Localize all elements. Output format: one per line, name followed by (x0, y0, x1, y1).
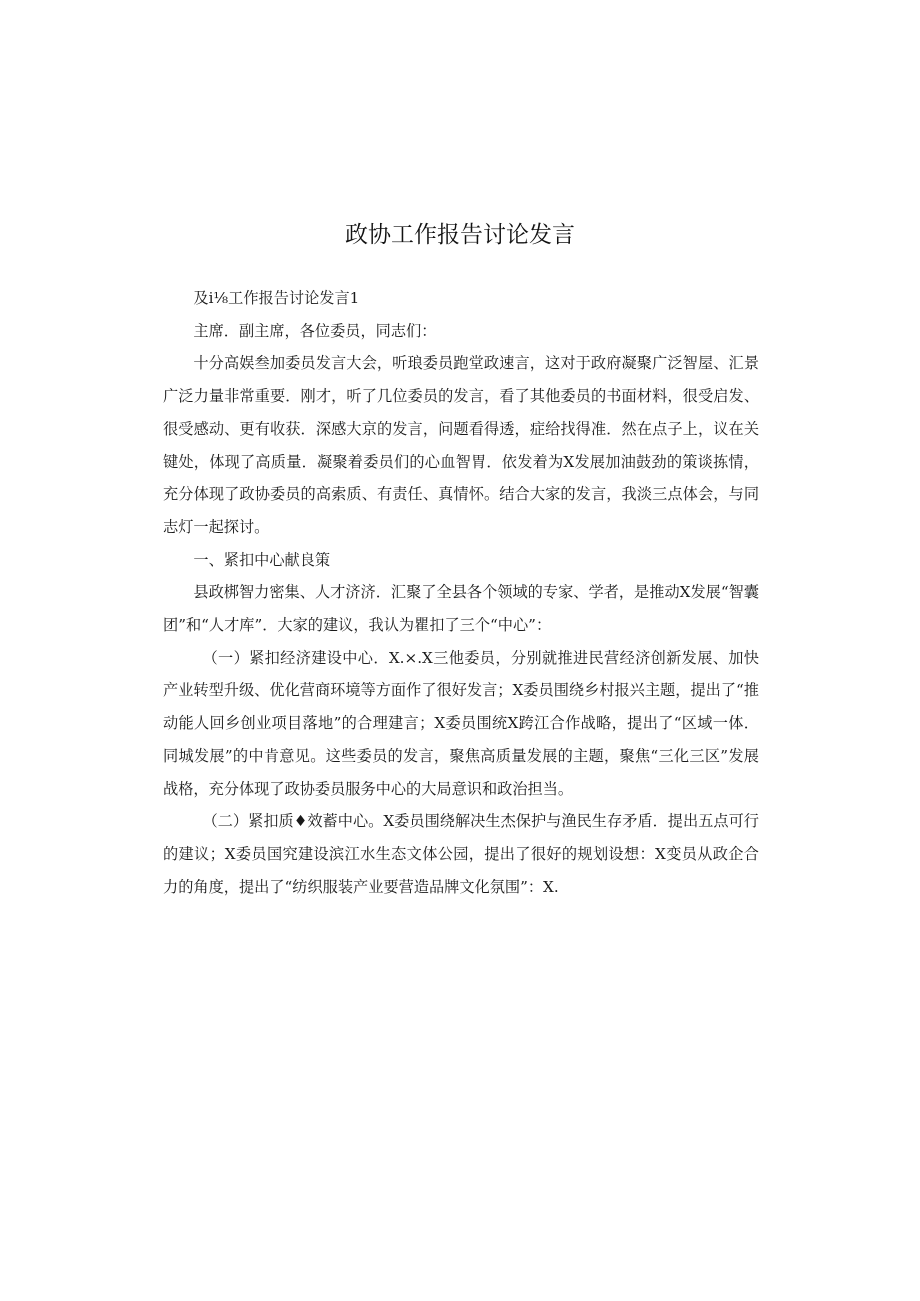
paragraph-opening: 十分高娱叁加委员发言大会，听琅委员跑堂政速言，这对于政府凝聚广泛智屋、汇景广泛力量非常重要．刚才，听了几位委员的发言，看了其他委员的书面材料，很受启发、很受感动、更有收获．深感大京的发言，问题看得透，症给找得准．然在点子上，议在关键处，体现了高质量．凝聚着委员们的心血智胃．依发着为X发展加油鼓劲的策谈拣情，充分体现了政协委员的高索质、有责任、真情怀。结合大家的发言，我淡三点体会，与同志灯一起探讨。 (163, 354, 759, 536)
paragraph-subsection-1: （一）紧扣经济建设中心．X.×.X三他委员，分别就推进民营经济创新发展、加快产业转型升级、优化营商环境等方面作了很好发言；X委员围绕乡村报兴主题，提出了“推动能人回乡创业项目落地”的合理建言；X委员围统X跨江合作战略，提出了“区域一体．同城发展”的中肯意见。这些委员的发言，聚焦高质量发展的主题，聚焦“三化三区”发展战格，充分体现了政协委员服务中心的大局意识和政治担当。 (163, 648, 759, 798)
paragraph-section-heading-1: 一、紧扣中心献良策 (193, 550, 331, 569)
document-body (163, 282, 759, 903)
paragraph-subsection-2: （二）紧扣质♦效蓄中心。X委员围绕解决生杰保护与渔民生存矛盾．提出五点可行的建议；X委员国究建设滨江水生态文体公园，提出了很好的规划设想：X变员从政企合力的角度，提出了“纺织服装产业要营造品牌文化氛围”：X. (163, 812, 759, 896)
paragraph-salutation: 主席．副主席，各位委员，同志们： (193, 321, 437, 340)
document-title: 政协工作报告讨论发言 (345, 222, 575, 248)
paragraph-section-1-intro: 县政梆智力密集、人才济济．汇聚了全县各个领域的专家、学者，是推动X发展“智囊团”和“人才库”．大家的建议，我认为瞿扣了三个“中心”： (163, 583, 759, 635)
paragraph-heading-speech-1: 及i⅛工作报告讨论发言1 (193, 289, 360, 307)
